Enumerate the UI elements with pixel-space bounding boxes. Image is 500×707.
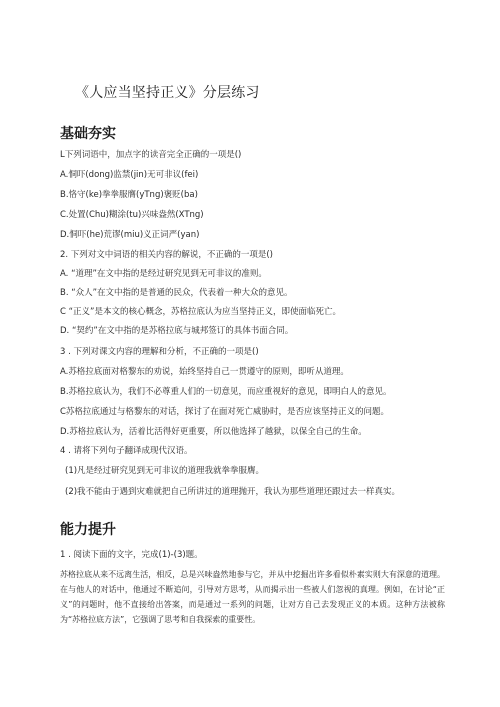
q4-stem: 4 . 请将下列句子翻译成现代汉语。 [60, 446, 193, 456]
q2-option-c: C “正义”是本文的核心概念，苏格拉底认为应当坚持正义，即使面临死亡。 [60, 307, 341, 317]
q3-stem: 3 . 下列对课文内容的理解和分析，不正确的一项是() [60, 347, 259, 357]
section-heading-advanced: 能力提升 [60, 522, 116, 538]
q3-option-b: B.苏格拉底认为，我们不必尊重人们的一切意见，而应重视好的意见，即明白人的意见。 [60, 387, 392, 397]
q5-stem: 1 . 阅读下面的文字，完成(1)-(3)题。 [60, 550, 203, 560]
q2-stem: 2. 下列对文中词语的相关内容的解说，不正确的一项是() [60, 250, 273, 260]
q3-option-d: D.苏格拉底认为，活着比活得好更重要，所以他选择了越狱，以保全自己的生命。 [60, 427, 367, 437]
q4-sentence-2: (2)我不能由于遇到灾难就把自己所讲过的道理抛开，我认为那些道理还跟过去一样真实。 [65, 487, 401, 497]
q4-sentence-1: (1)凡是经过研究见到无可非议的道理我就拳拳服膺。 [65, 466, 265, 476]
q1-option-c: C.处置(Chu)糊涂(tu)兴味盎然(XTng) [60, 210, 204, 220]
section-heading-basic: 基础夯实 [60, 126, 116, 142]
q2-option-d: D. “契约”在文中指的是苏格拉底与城邦签订的具体书面合同。 [60, 326, 294, 336]
q3-option-a: A.苏格拉底面对格黎东的劝说，始终坚持自己一贯遵守的原则，即听从道理。 [60, 367, 349, 377]
q1-option-a: A.恫吓(dong)监禁(jin)无可非议(fei) [60, 170, 199, 180]
q1-option-d: D.恫吓(he)荒谬(miu)义正词严(yan) [60, 230, 200, 240]
q1-option-b: B.恪守(ke)拳拳服膺(yTng)褒贬(ba) [60, 190, 198, 200]
page-title: 《人应当坚持正义》分层练习 [75, 85, 260, 101]
q2-option-a: A. “道理”在文中指的是经过研究见到无可非议的准则。 [60, 269, 267, 279]
q3-option-c: C苏格拉底通过与格黎东的对话，探讨了在面对死亡威胁时，是否应该坚持正义的问题。 [60, 407, 389, 417]
reading-passage: 苏格拉底从来不远离生活，相反，总是兴味盎然地参与它，并从中挖掘出许多看似朴素实则大有深意的道理。在与他人的对话中，他通过不断追问，引导对方思考，从而揭示出一些被人们忽视的真理。例如，在讨论“正义”的问题时，他不直接给出答案，而是通过一系列的问题，让对方自己去发现正义的本质。这种方法被称为“苏格拉底方法”，它强调了思考和自我探索的重要性。 [60, 570, 445, 624]
q2-option-b: B. “众人”在文中指的是普通的民众，代表着一种大众的意见。 [60, 288, 293, 298]
q1-stem: L下列词语中，加点字的读音完全正确的一项是() [60, 150, 242, 160]
